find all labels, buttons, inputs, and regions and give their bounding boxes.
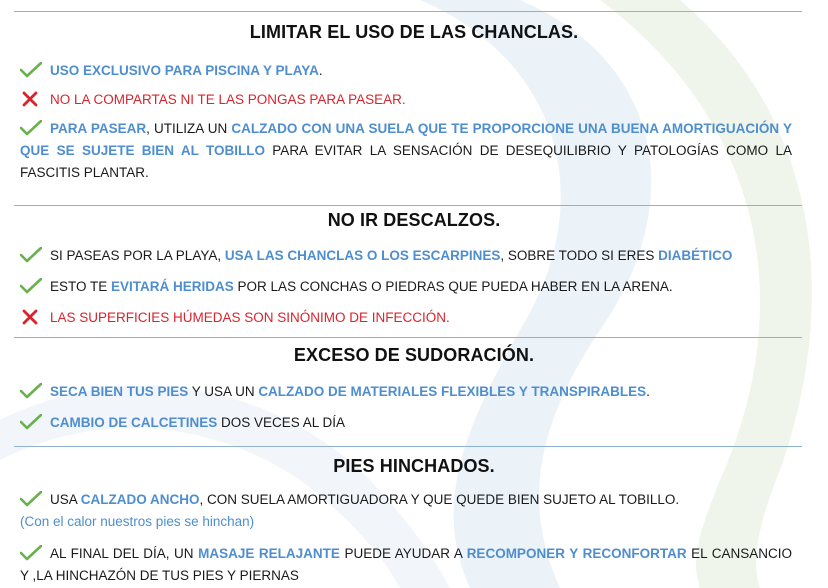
list-item xyxy=(20,489,792,511)
item-note: (Con el calor nuestros pies se hinchan) xyxy=(20,514,255,529)
section-heading: NO IR DESCALZOS. xyxy=(327,210,501,230)
item-text: EL CANSANCIO Y ,LA HINCHAZÓN DE TUS PIES Y PIERNAS xyxy=(20,546,792,583)
check-icon xyxy=(20,120,42,136)
check-icon xyxy=(20,545,42,561)
section-heading: EXCESO DE SUDORACIÓN. xyxy=(293,345,535,365)
section-heading: PIES HINCHADOS. xyxy=(333,456,495,476)
item-text: SI PASEAS POR LA PLAYA, xyxy=(50,248,225,263)
list-item xyxy=(20,412,792,434)
highlight-text: CAMBIO DE CALCETINES xyxy=(50,415,218,430)
list-item xyxy=(20,276,792,298)
warning-text: LAS SUPERFICIES HÚMEDAS SON SINÓNIMO DE INFECCIÓN. xyxy=(50,310,450,325)
highlight-text: DIABÉTICO xyxy=(658,248,733,263)
highlight-text: USO EXCLUSIVO PARA PISCINA Y PLAYA xyxy=(50,63,319,78)
warning-text: NO LA COMPARTAS NI TE LAS PONGAS PARA PASEAR. xyxy=(50,92,406,107)
list-item xyxy=(20,118,792,184)
section-divider xyxy=(14,337,802,338)
item-text: , UTILIZA UN xyxy=(146,121,232,136)
section-divider xyxy=(14,11,802,12)
check-icon xyxy=(20,247,42,263)
check-icon xyxy=(20,62,42,78)
check-icon xyxy=(20,414,42,430)
check-icon xyxy=(20,278,42,294)
item-text: , CON SUELA AMORTIGUADORA Y QUE QUEDE BIEN SUJETO AL TOBILLO. xyxy=(199,492,680,507)
highlight-text: PARA PASEAR xyxy=(50,121,147,136)
cross-icon xyxy=(20,309,42,325)
item-text: ESTO TE xyxy=(50,279,112,294)
highlight-text: CALZADO DE MATERIALES FLEXIBLES Y TRANSPIRABLES xyxy=(258,384,647,399)
highlight-text: SECA BIEN TUS PIES xyxy=(50,384,189,399)
list-item xyxy=(20,307,792,329)
check-icon xyxy=(20,383,42,399)
item-text: USA xyxy=(50,492,81,507)
item-text: , SOBRE TODO SI ERES xyxy=(500,248,659,263)
section-heading: LIMITAR EL USO DE LAS CHANCLAS. xyxy=(249,22,579,42)
item-text: DOS VECES AL DÍA xyxy=(217,415,346,430)
list-item xyxy=(20,543,792,587)
item-text: . xyxy=(318,63,323,78)
list-item xyxy=(20,89,792,111)
highlight-text: RECOMPONER Y RECONFORTAR xyxy=(466,546,687,561)
list-item xyxy=(20,60,792,82)
highlight-text: CALZADO CON UNA SUELA QUE TE PROPORCIONE UNA BUENA AMORTIGUACIÓN Y QUE SE SUJETE BIEN AL TOBILLO xyxy=(20,121,793,158)
check-icon xyxy=(20,491,42,507)
item-text: POR LAS CONCHAS O PIEDRAS QUE PUEDA HABER EN LA ARENA. xyxy=(233,279,673,294)
highlight-text: EVITARÁ HERIDAS xyxy=(111,279,234,294)
highlight-text: USA LAS CHANCLAS O LOS ESCARPINES xyxy=(224,248,501,263)
item-text: AL FINAL DEL DÍA, UN xyxy=(50,546,199,561)
cross-icon xyxy=(20,91,42,107)
item-text: PARA EVITAR LA SENSACIÓN DE DESEQUILIBRIO Y PATOLOGÍAS COMO LA FASCITIS PLANTAR. xyxy=(20,143,792,180)
item-text: Y USA UN xyxy=(188,384,259,399)
item-text: . xyxy=(646,384,650,399)
list-item xyxy=(20,245,792,267)
highlight-text: MASAJE RELAJANTE xyxy=(198,546,340,561)
highlight-text: CALZADO ANCHO xyxy=(80,492,200,507)
item-text: PUEDE AYUDAR A xyxy=(339,546,467,561)
section-divider xyxy=(14,446,802,447)
section-divider xyxy=(14,205,802,206)
list-item xyxy=(20,381,792,403)
